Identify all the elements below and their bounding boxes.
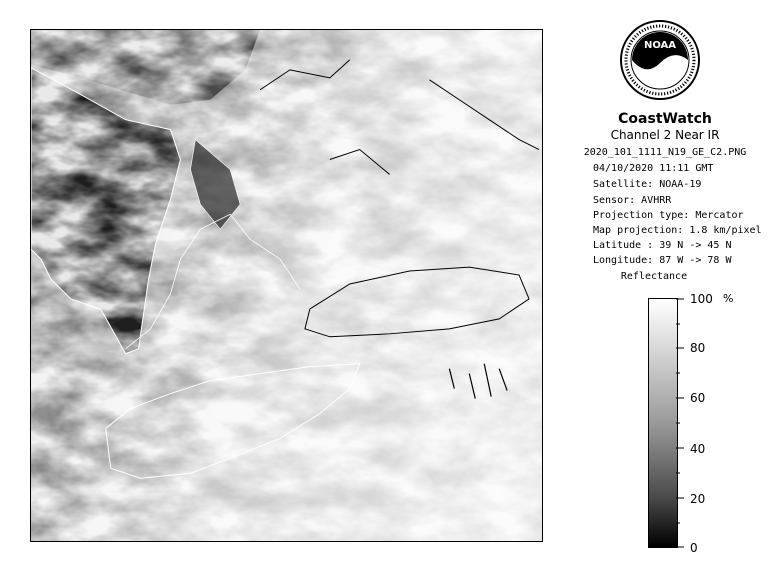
- satellite-image: [30, 29, 543, 542]
- colorbar-tick: 100: [690, 292, 713, 306]
- datetime-label: 04/10/2020 11:11 GMT: [593, 163, 714, 174]
- colorbar-tick: 60: [690, 391, 706, 405]
- colorbar-tick: 0: [690, 541, 698, 555]
- svg-text:NOAA: NOAA: [643, 40, 677, 51]
- colorbar-tick: 40: [690, 442, 706, 456]
- projection-type-label: Projection type: Mercator: [593, 210, 744, 221]
- longitude-label: Longitude: 87 W -> 78 W: [593, 255, 732, 266]
- satellite-label: Satellite: NOAA-19: [593, 179, 702, 190]
- noaa-logo: [619, 19, 701, 101]
- channel-title: Channel 2 Near IR: [610, 128, 720, 142]
- sensor-label: Sensor: AVHRR: [593, 195, 672, 206]
- product-title: CoastWatch: [618, 111, 712, 127]
- filename-label: 2020_101_1111_N19_GE_C2.PNG: [583, 147, 747, 158]
- reflectance-colorbar: [648, 298, 678, 548]
- colorbar-tick-marks: [676, 298, 686, 550]
- colorbar-title: Reflectance: [620, 271, 688, 282]
- colorbar-unit: %: [723, 292, 734, 305]
- colorbar-tick: 80: [690, 341, 706, 355]
- map-projection-label: Map projection: 1.8 km/pixel: [593, 225, 762, 236]
- latitude-label: Latitude : 39 N -> 45 N: [593, 240, 732, 251]
- colorbar-tick: 20: [690, 492, 706, 506]
